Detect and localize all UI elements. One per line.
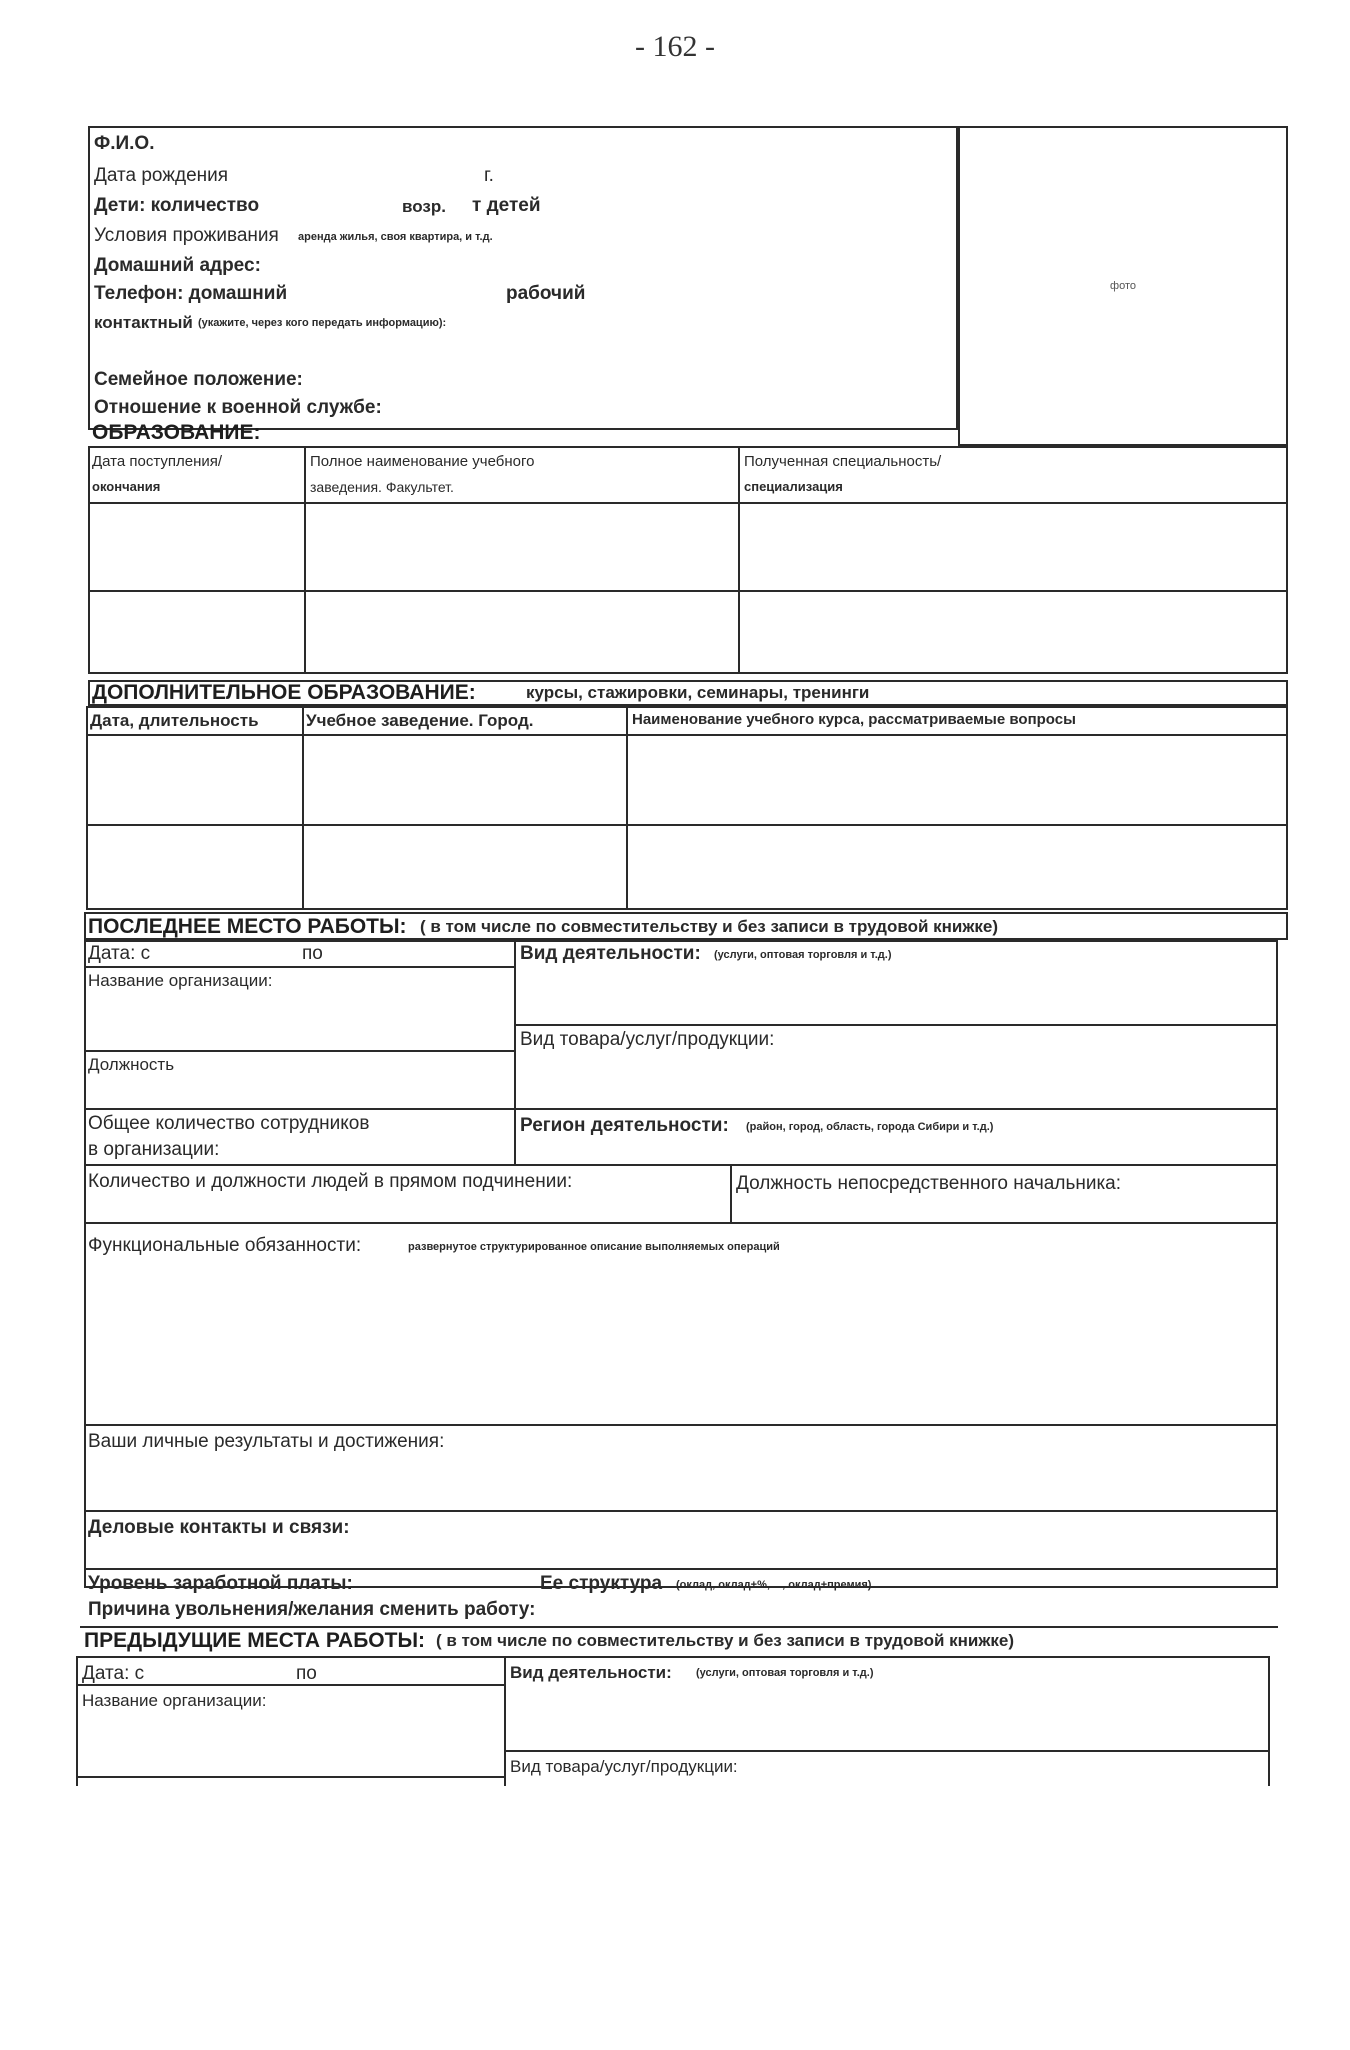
lj-row-divider-5 xyxy=(84,1510,1278,1512)
edu-header-spec-2: специализация xyxy=(744,479,843,494)
lj-row-divider-3 xyxy=(84,1222,1278,1224)
prev-jobs-title: ПРЕДЫДУЩИЕ МЕСТА РАБОТЫ: xyxy=(84,1629,426,1652)
lj-row-divider-2 xyxy=(84,1164,1278,1166)
pj-goods-label: Вид товара/услуг/продукции: xyxy=(510,1757,738,1776)
pj-date-org-divider xyxy=(76,1684,506,1686)
pj-org-bottom xyxy=(76,1776,506,1778)
edu-row-divider xyxy=(88,590,1288,592)
marital-status-label: Семейное положение: xyxy=(94,369,303,390)
add-edu-col-divider-2 xyxy=(626,706,628,910)
children-of-label: т детей xyxy=(472,195,541,216)
add-edu-table xyxy=(86,706,1288,910)
pj-activity-label: Вид деятельности: xyxy=(510,1663,672,1682)
lj-salary-label: Уровень заработной платы: xyxy=(88,1573,353,1594)
lj-contacts-label: Деловые контакты и связи: xyxy=(88,1517,350,1538)
add-edu-row-divider xyxy=(86,824,1288,826)
lj-subordinates-label: Количество и должности людей в прямом подчинении: xyxy=(88,1171,573,1192)
pj-activity-hint: (услуги, оптовая торговля и т.д.) xyxy=(696,1667,874,1679)
edu-header-divider xyxy=(88,502,1288,504)
lj-activity-hint: (услуги, оптовая торговля и т.д.) xyxy=(714,949,892,961)
edu-col-divider-2 xyxy=(738,446,740,674)
add-edu-subtitle: курсы, стажировки, семинары, тренинги xyxy=(526,683,870,702)
lj-achievements-label: Ваши личные результаты и достижения: xyxy=(88,1431,445,1452)
lj-activity-label: Вид деятельности: xyxy=(520,943,701,964)
lj-row-divider-4 xyxy=(84,1424,1278,1426)
lj-employees-line1: Общее количество сотрудников xyxy=(88,1113,370,1134)
lj-structure-label: Ее структура xyxy=(540,1573,663,1594)
lj-activity-goods-divider xyxy=(514,1024,1278,1026)
lj-employees-line2: в организации: xyxy=(88,1139,220,1160)
lj-goods-label: Вид товара/услуг/продукции: xyxy=(520,1029,775,1050)
add-edu-title: ДОПОЛНИТЕЛЬНОЕ ОБРАЗОВАНИЕ: xyxy=(92,681,476,704)
phone-work-label: рабочий xyxy=(506,283,586,304)
pj-activity-goods-divider xyxy=(504,1750,1270,1752)
lj-region-label: Регион деятельности: xyxy=(520,1115,729,1136)
lj-row-divider-1 xyxy=(84,1108,1278,1110)
contact-hint: (укажите, через кого передать информацию): xyxy=(198,317,447,329)
lj-date-from: Дата: с xyxy=(88,943,151,964)
living-label: Условия проживания xyxy=(94,225,279,246)
pj-date-to: по xyxy=(296,1663,317,1684)
lj-date-org-divider xyxy=(84,966,516,968)
contact-label: контактный xyxy=(94,313,193,332)
edu-header-date-1: Дата поступления/ xyxy=(92,453,223,470)
lj-structure-hint: (оклад, оклад+%, ..., оклад+премия) xyxy=(676,1579,872,1591)
photo-box xyxy=(958,126,1288,446)
home-address-label: Домашний адрес: xyxy=(94,255,261,276)
fio-label: Ф.И.О. xyxy=(94,133,155,154)
pj-date-from: Дата: с xyxy=(82,1663,145,1684)
add-edu-header-divider xyxy=(86,734,1288,736)
lj-org-name-label: Название организации: xyxy=(88,971,273,990)
lj-row-divider-6 xyxy=(84,1568,1278,1570)
edu-col-divider-1 xyxy=(304,446,306,674)
dob-suffix: г. xyxy=(484,165,494,186)
education-table xyxy=(88,446,1288,674)
lj-region-hint: (район, город, область, города Сибири и т.д.) xyxy=(746,1121,994,1133)
prev-jobs-note: ( в том числе по совместительству и без записи в трудовой книжке) xyxy=(436,1631,1015,1650)
edu-header-date-2: окончания xyxy=(92,479,161,494)
add-edu-header-course: Наименование учебного курса, рассматриваемые вопросы xyxy=(632,711,1076,728)
phone-home-label: Телефон: домашний xyxy=(94,283,288,304)
lj-vertical-divider xyxy=(514,940,516,1164)
lj-leaving-reason-label: Причина увольнения/желания сменить работу: xyxy=(88,1599,536,1620)
lj-date-to: по xyxy=(302,943,323,964)
last-job-title: ПОСЛЕДНЕЕ МЕСТО РАБОТЫ: xyxy=(88,915,407,938)
photo-label: фото xyxy=(1110,280,1136,292)
lj-supervisor-label: Должность непосредственного начальника: xyxy=(736,1173,1122,1194)
lj-position-label: Должность xyxy=(88,1055,175,1074)
children-label: Дети: количество xyxy=(94,195,260,216)
education-title: ОБРАЗОВАНИЕ: xyxy=(92,421,261,444)
edu-header-inst-2: заведения. Факультет. xyxy=(310,479,454,495)
prev-jobs-title-line xyxy=(80,1626,1278,1628)
dob-label: Дата рождения xyxy=(94,165,229,186)
children-age-label: возр. xyxy=(402,197,446,216)
lj-duties-hint: развернутое структурированное описание выполняемых операций xyxy=(408,1241,780,1253)
last-job-note: ( в том числе по совместительству и без записи в трудовой книжке) xyxy=(420,917,999,936)
lj-org-position-divider xyxy=(84,1050,516,1052)
lj-duties-label: Функциональные обязанности: xyxy=(88,1235,362,1256)
living-hint: аренда жилья, своя квартира, и т.д. xyxy=(298,231,493,243)
pj-org-name-label: Название организации: xyxy=(82,1691,267,1710)
add-edu-col-divider-1 xyxy=(302,706,304,910)
military-label: Отношение к военной службе: xyxy=(94,397,382,418)
add-edu-header-inst: Учебное заведение. Город. xyxy=(306,711,534,730)
edu-header-inst-1: Полное наименование учебного xyxy=(310,453,535,470)
page-number: - 162 - xyxy=(635,30,715,63)
lj-sub-divider xyxy=(730,1164,732,1224)
pj-vertical-divider xyxy=(504,1656,506,1786)
add-edu-header-date: Дата, длительность xyxy=(90,711,259,730)
edu-header-spec-1: Полученная специальность/ xyxy=(744,453,942,470)
